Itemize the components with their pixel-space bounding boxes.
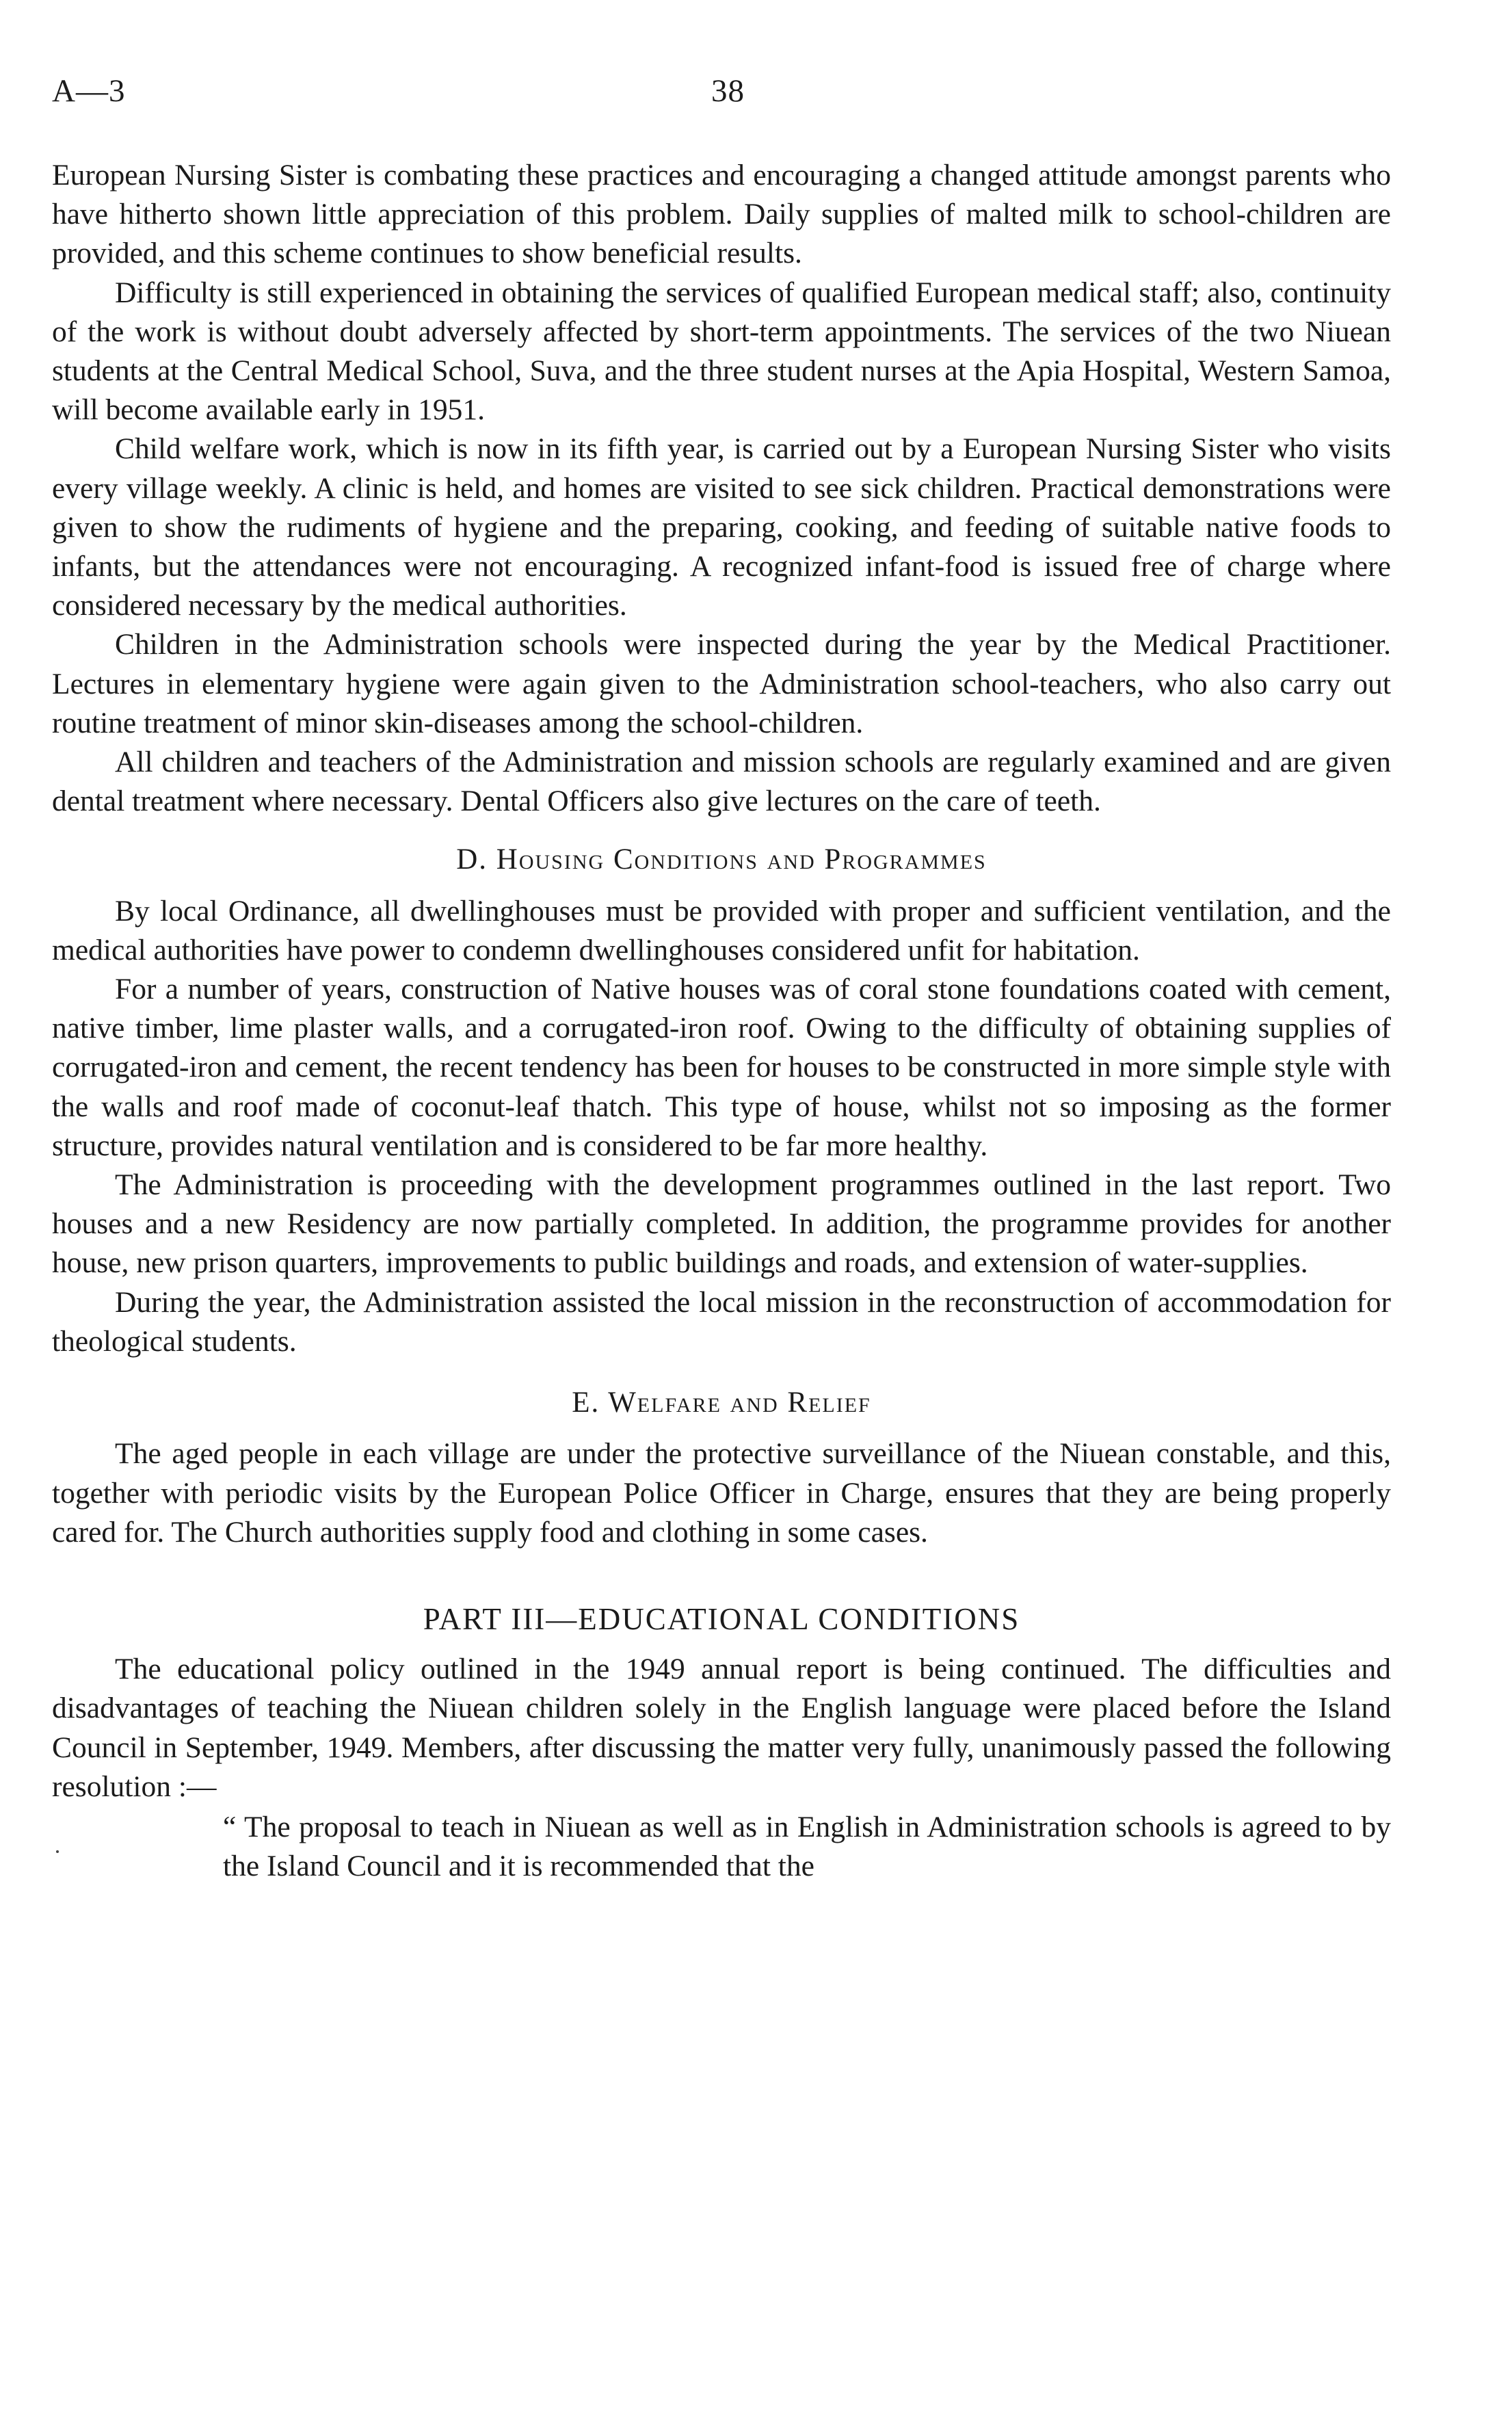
paragraph-educational-policy: The educational policy outlined in the 1949 annual report is being continued. The difficulties and disadvantages of teaching the Niuean children solely in the English language were placed before the Island Council in September, 1949. Members, after discussing the matter very fully, unanimously passed the following resolution :— xyxy=(52,1653,1391,1803)
page-body xyxy=(52,156,1391,1886)
print-speck xyxy=(56,1850,59,1853)
paragraph-medical-staff: Difficulty is still experienced in obtaining the services of qualified European medical staff; also, continuity of the work is without doubt adversely affected by short-term appointments. The services of the two Niuean students at the Central Medical School, Suva, and the three student nurses at the Apia Hospital, Western Samoa, will become available early in 1951. xyxy=(52,276,1391,427)
section-heading-welfare: E. Welfare and Relief xyxy=(572,1387,871,1419)
paragraph-school-inspection: Children in the Administration schools were inspected during the year by the Medical Practitioner. Lectures in elementary hygiene were again given to the Administration school-teachers, who also carry out routine treatment of minor skin-diseases among the school-children. xyxy=(52,628,1391,739)
paragraph-housing-construction: For a number of years, construction of Native houses was of coral stone foundations coated with cement, native timber, lime plaster walls, and a corrugated-iron roof. Owing to the difficulty of obtaining supplies of corrugated-iron and cement, the recent tendency has been for houses to be constructed in more simple style with the walls and roof made of coconut-leaf thatch. This type of house, whilst not so imposing as the former structure, provides natural ventilation and is considered to be far more healthy. xyxy=(52,973,1391,1162)
part-heading-educational: PART III—EDUCATIONAL CONDITIONS xyxy=(423,1601,1020,1636)
paragraph-housing-mission: During the year, the Administration assisted the local mission in the reconstruction of accommodation for theological students. xyxy=(52,1285,1391,1358)
resolution-quote: “ The proposal to teach in Niuean as well as in English in Administration schools is agreed to by the Island Council and it is recommended that the xyxy=(223,1810,1391,1883)
section-heading-housing: D. Housing Conditions and Programmes xyxy=(456,843,987,876)
paragraph-dental: All children and teachers of the Administration and mission schools are regularly examined and are given dental treatment where necessary. Dental Officers also give lectures on the care of teeth. xyxy=(52,746,1391,818)
page-identifier: A—3 xyxy=(52,73,126,109)
paragraph-housing-ordinance: By local Ordinance, all dwellinghouses must be provided with proper and sufficient ventilation, and the medical authorities have power to condemn dwellinghouses considered unfit for habitation. xyxy=(52,894,1391,967)
paragraph-housing-programmes: The Administration is proceeding with the development programmes outlined in the last report. Two houses and a new Residency are now partially completed. In addition, the programme provides for another house, new prison quarters, improvements to public buildings and roads, and extension of water-supplies. xyxy=(52,1168,1391,1280)
page-number: 38 xyxy=(711,73,745,109)
paragraph-child-welfare: Child welfare work, which is now in its fifth year, is carried out by a European Nursing Sister who visits every village weekly. A clinic is held, and homes are visited to see sick children. Practical demonstrations were given to show the rudiments of hygiene and the preparing, cooking, and feeding of suitable native foods to infants, but the attendances were not encouraging. A recognized infant-food is issued free of charge where considered necessary by the medical authorities. xyxy=(52,432,1391,622)
paragraph-nursing-sister: European Nursing Sister is combating these practices and encouraging a changed attitude amongst parents who have hitherto shown little appreciation of this problem. Daily supplies of malted milk to school-children are provided, and this scheme continues to show beneficial results. xyxy=(52,159,1391,270)
paragraph-welfare: The aged people in each village are under the protective surveillance of the Niuean constable, and this, together with periodic visits by the European Police Officer in Charge, ensures that they are being properly cared for. The Church authorities supply food and clothing in some cases. xyxy=(52,1437,1391,1549)
